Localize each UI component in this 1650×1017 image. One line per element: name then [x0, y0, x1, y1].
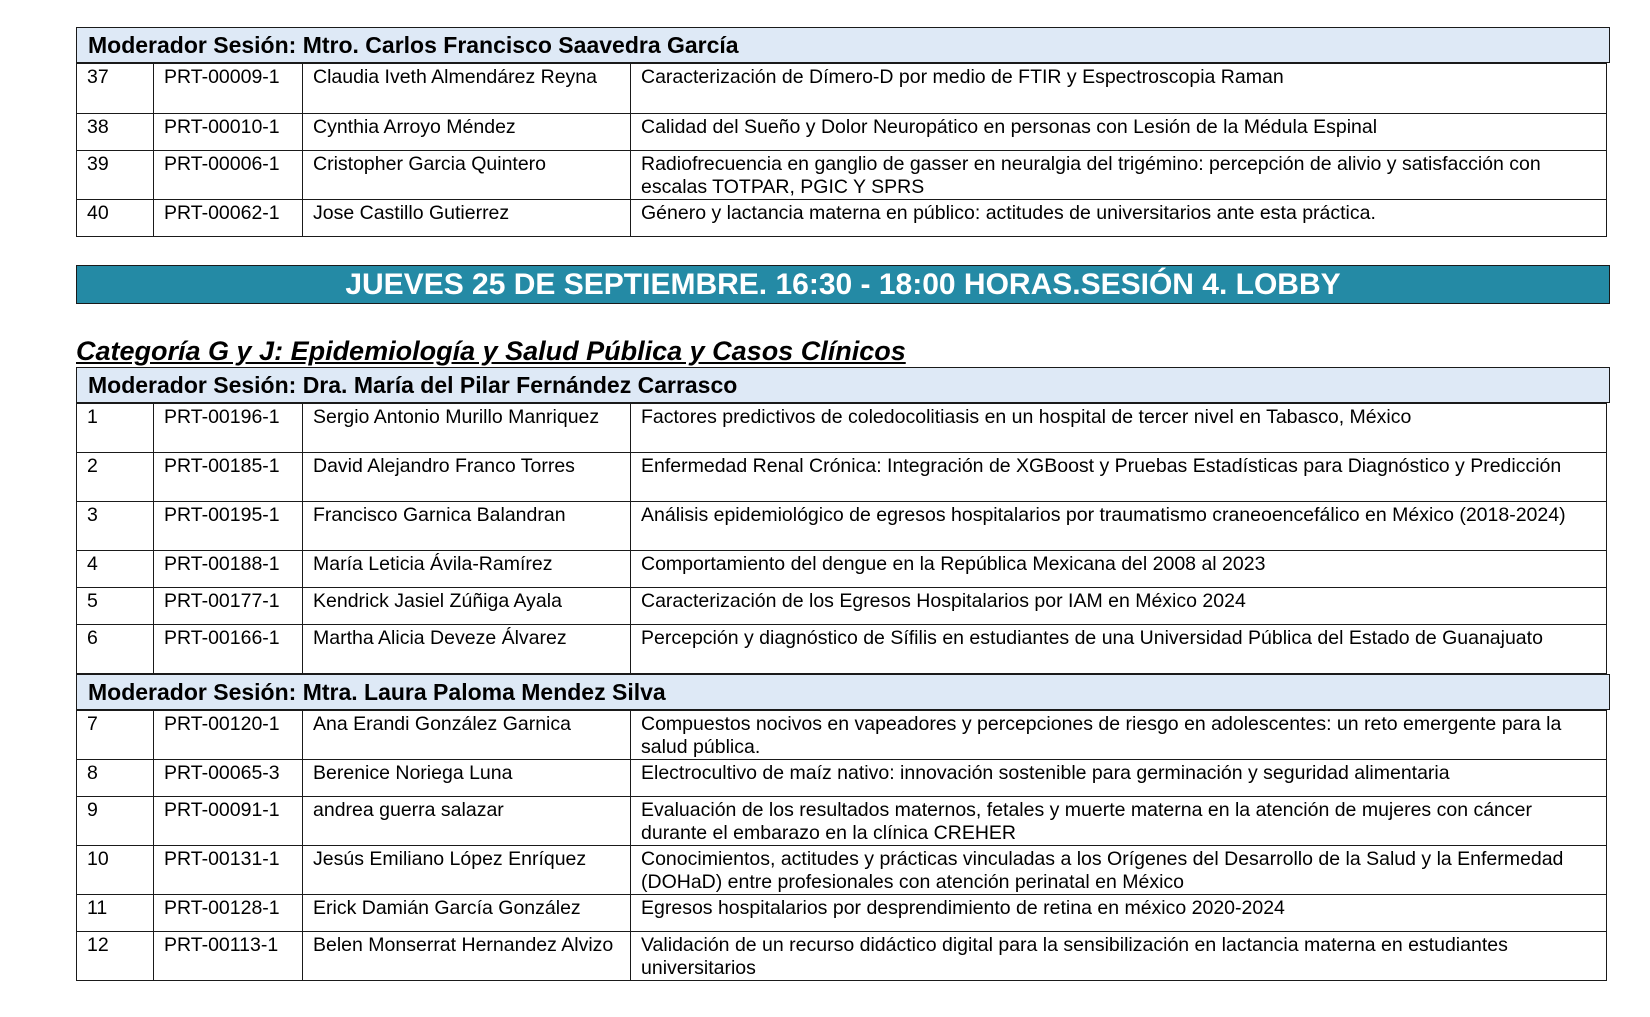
category-heading: Categoría G y J: Epidemiología y Salud Pública y Casos Clínicos	[76, 336, 906, 366]
row-title: Género y lactancia materna en público: actitudes de universitarios ante esta práctica.	[631, 200, 1607, 237]
row-title: Radiofrecuencia en ganglio de gasser en neuralgia del trigémino: percepción de alivio y satisfacción con escalas TOTPAR, PGIC Y SPRS	[631, 151, 1607, 200]
row-title: Evaluación de los resultados maternos, fetales y muerte materna en la atención de mujeres con cáncer durante el embarazo en la clínica CREHER	[631, 797, 1607, 846]
row-name: andrea guerra salazar	[303, 797, 631, 846]
session-banner: JUEVES 25 DE SEPTIEMBRE. 16:30 - 18:00 HORAS.SESIÓN 4. LOBBY	[76, 265, 1610, 304]
table-row	[77, 711, 1607, 760]
row-id: PRT-00065-3	[154, 760, 303, 797]
row-name: Berenice Noriega Luna	[303, 760, 631, 797]
row-name: Jesús Emiliano López Enríquez	[303, 846, 631, 895]
row-number: 1	[77, 404, 154, 453]
row-number: 3	[77, 502, 154, 551]
row-id: PRT-00009-1	[154, 64, 303, 114]
row-id: PRT-00010-1	[154, 114, 303, 151]
row-id: PRT-00166-1	[154, 625, 303, 674]
table-row	[77, 404, 1607, 453]
row-number: 12	[77, 932, 154, 981]
row-name: David Alejandro Franco Torres	[303, 453, 631, 502]
row-number: 7	[77, 711, 154, 760]
table-row	[77, 760, 1607, 797]
table-row	[77, 453, 1607, 502]
row-title: Egresos hospitalarios por desprendimiento de retina en méxico 2020-2024	[631, 895, 1607, 932]
row-id: PRT-00188-1	[154, 551, 303, 588]
moderator-header: Moderador Sesión: Mtra. Laura Paloma Mendez Silva	[76, 674, 1610, 710]
row-name: Erick Damián García González	[303, 895, 631, 932]
table-row	[77, 846, 1607, 895]
row-name: Jose Castillo Gutierrez	[303, 200, 631, 237]
row-id: PRT-00185-1	[154, 453, 303, 502]
row-id: PRT-00091-1	[154, 797, 303, 846]
row-title: Caracterización de Dímero-D por medio de FTIR y Espectroscopia Raman	[631, 64, 1607, 114]
table-row	[77, 114, 1607, 151]
table-row	[77, 64, 1607, 114]
row-name: Kendrick Jasiel Zúñiga Ayala	[303, 588, 631, 625]
schedule-table	[76, 403, 1607, 674]
row-name: María Leticia Ávila-Ramírez	[303, 551, 631, 588]
table-row	[77, 895, 1607, 932]
row-title: Comportamiento del dengue en la República Mexicana del 2008 al 2023	[631, 551, 1607, 588]
row-id: PRT-00113-1	[154, 932, 303, 981]
row-number: 5	[77, 588, 154, 625]
row-id: PRT-00131-1	[154, 846, 303, 895]
row-name: Francisco Garnica Balandran	[303, 502, 631, 551]
row-title: Electrocultivo de maíz nativo: innovación sostenible para germinación y seguridad alimentaria	[631, 760, 1607, 797]
moderator-header: Moderador Sesión: Mtro. Carlos Francisco Saavedra García	[76, 27, 1610, 63]
row-number: 11	[77, 895, 154, 932]
row-number: 10	[77, 846, 154, 895]
row-id: PRT-00195-1	[154, 502, 303, 551]
row-title: Calidad del Sueño y Dolor Neuropático en personas con Lesión de la Médula Espinal	[631, 114, 1607, 151]
row-number: 9	[77, 797, 154, 846]
row-name: Claudia Iveth Almendárez Reyna	[303, 64, 631, 114]
row-number: 6	[77, 625, 154, 674]
row-id: PRT-00120-1	[154, 711, 303, 760]
row-number: 37	[77, 64, 154, 114]
table-row	[77, 151, 1607, 200]
table-row	[77, 502, 1607, 551]
table-row	[77, 200, 1607, 237]
row-id: PRT-00177-1	[154, 588, 303, 625]
schedule-table	[76, 710, 1607, 981]
row-title: Análisis epidemiológico de egresos hospitalarios por traumatismo craneoencefálico en México (2018-2024)	[631, 502, 1607, 551]
moderator-header: Moderador Sesión: Dra. María del Pilar Fernández Carrasco	[76, 367, 1610, 403]
row-title: Enfermedad Renal Crónica: Integración de XGBoost y Pruebas Estadísticas para Diagnóstico y Predicción	[631, 453, 1607, 502]
table-row	[77, 625, 1607, 674]
row-name: Sergio Antonio Murillo Manriquez	[303, 404, 631, 453]
row-name: Cynthia Arroyo Méndez	[303, 114, 631, 151]
table-row	[77, 588, 1607, 625]
row-name: Ana Erandi González Garnica	[303, 711, 631, 760]
row-number: 38	[77, 114, 154, 151]
row-title: Percepción y diagnóstico de Sífilis en estudiantes de una Universidad Pública del Estado de Guanajuato	[631, 625, 1607, 674]
row-number: 2	[77, 453, 154, 502]
row-id: PRT-00128-1	[154, 895, 303, 932]
row-title: Validación de un recurso didáctico digital para la sensibilización en lactancia materna en estudiantes universitarios	[631, 932, 1607, 981]
row-id: PRT-00196-1	[154, 404, 303, 453]
row-number: 40	[77, 200, 154, 237]
table-row	[77, 551, 1607, 588]
row-number: 39	[77, 151, 154, 200]
row-number: 4	[77, 551, 154, 588]
row-title: Factores predictivos de coledocolitiasis en un hospital de tercer nivel en Tabasco, México	[631, 404, 1607, 453]
row-id: PRT-00062-1	[154, 200, 303, 237]
table-row	[77, 932, 1607, 981]
schedule-table	[76, 63, 1607, 237]
table-row	[77, 797, 1607, 846]
row-number: 8	[77, 760, 154, 797]
row-title: Caracterización de los Egresos Hospitalarios por IAM en México 2024	[631, 588, 1607, 625]
row-title: Conocimientos, actitudes y prácticas vinculadas a los Orígenes del Desarrollo de la Salud y la Enfermedad (DOHaD) entre profesionales con atención perinatal en México	[631, 846, 1607, 895]
row-name: Belen Monserrat Hernandez Alvizo	[303, 932, 631, 981]
row-title: Compuestos nocivos en vapeadores y percepciones de riesgo en adolescentes: un reto emergente para la salud pública.	[631, 711, 1607, 760]
row-name: Cristopher Garcia Quintero	[303, 151, 631, 200]
row-id: PRT-00006-1	[154, 151, 303, 200]
row-name: Martha Alicia Deveze Álvarez	[303, 625, 631, 674]
